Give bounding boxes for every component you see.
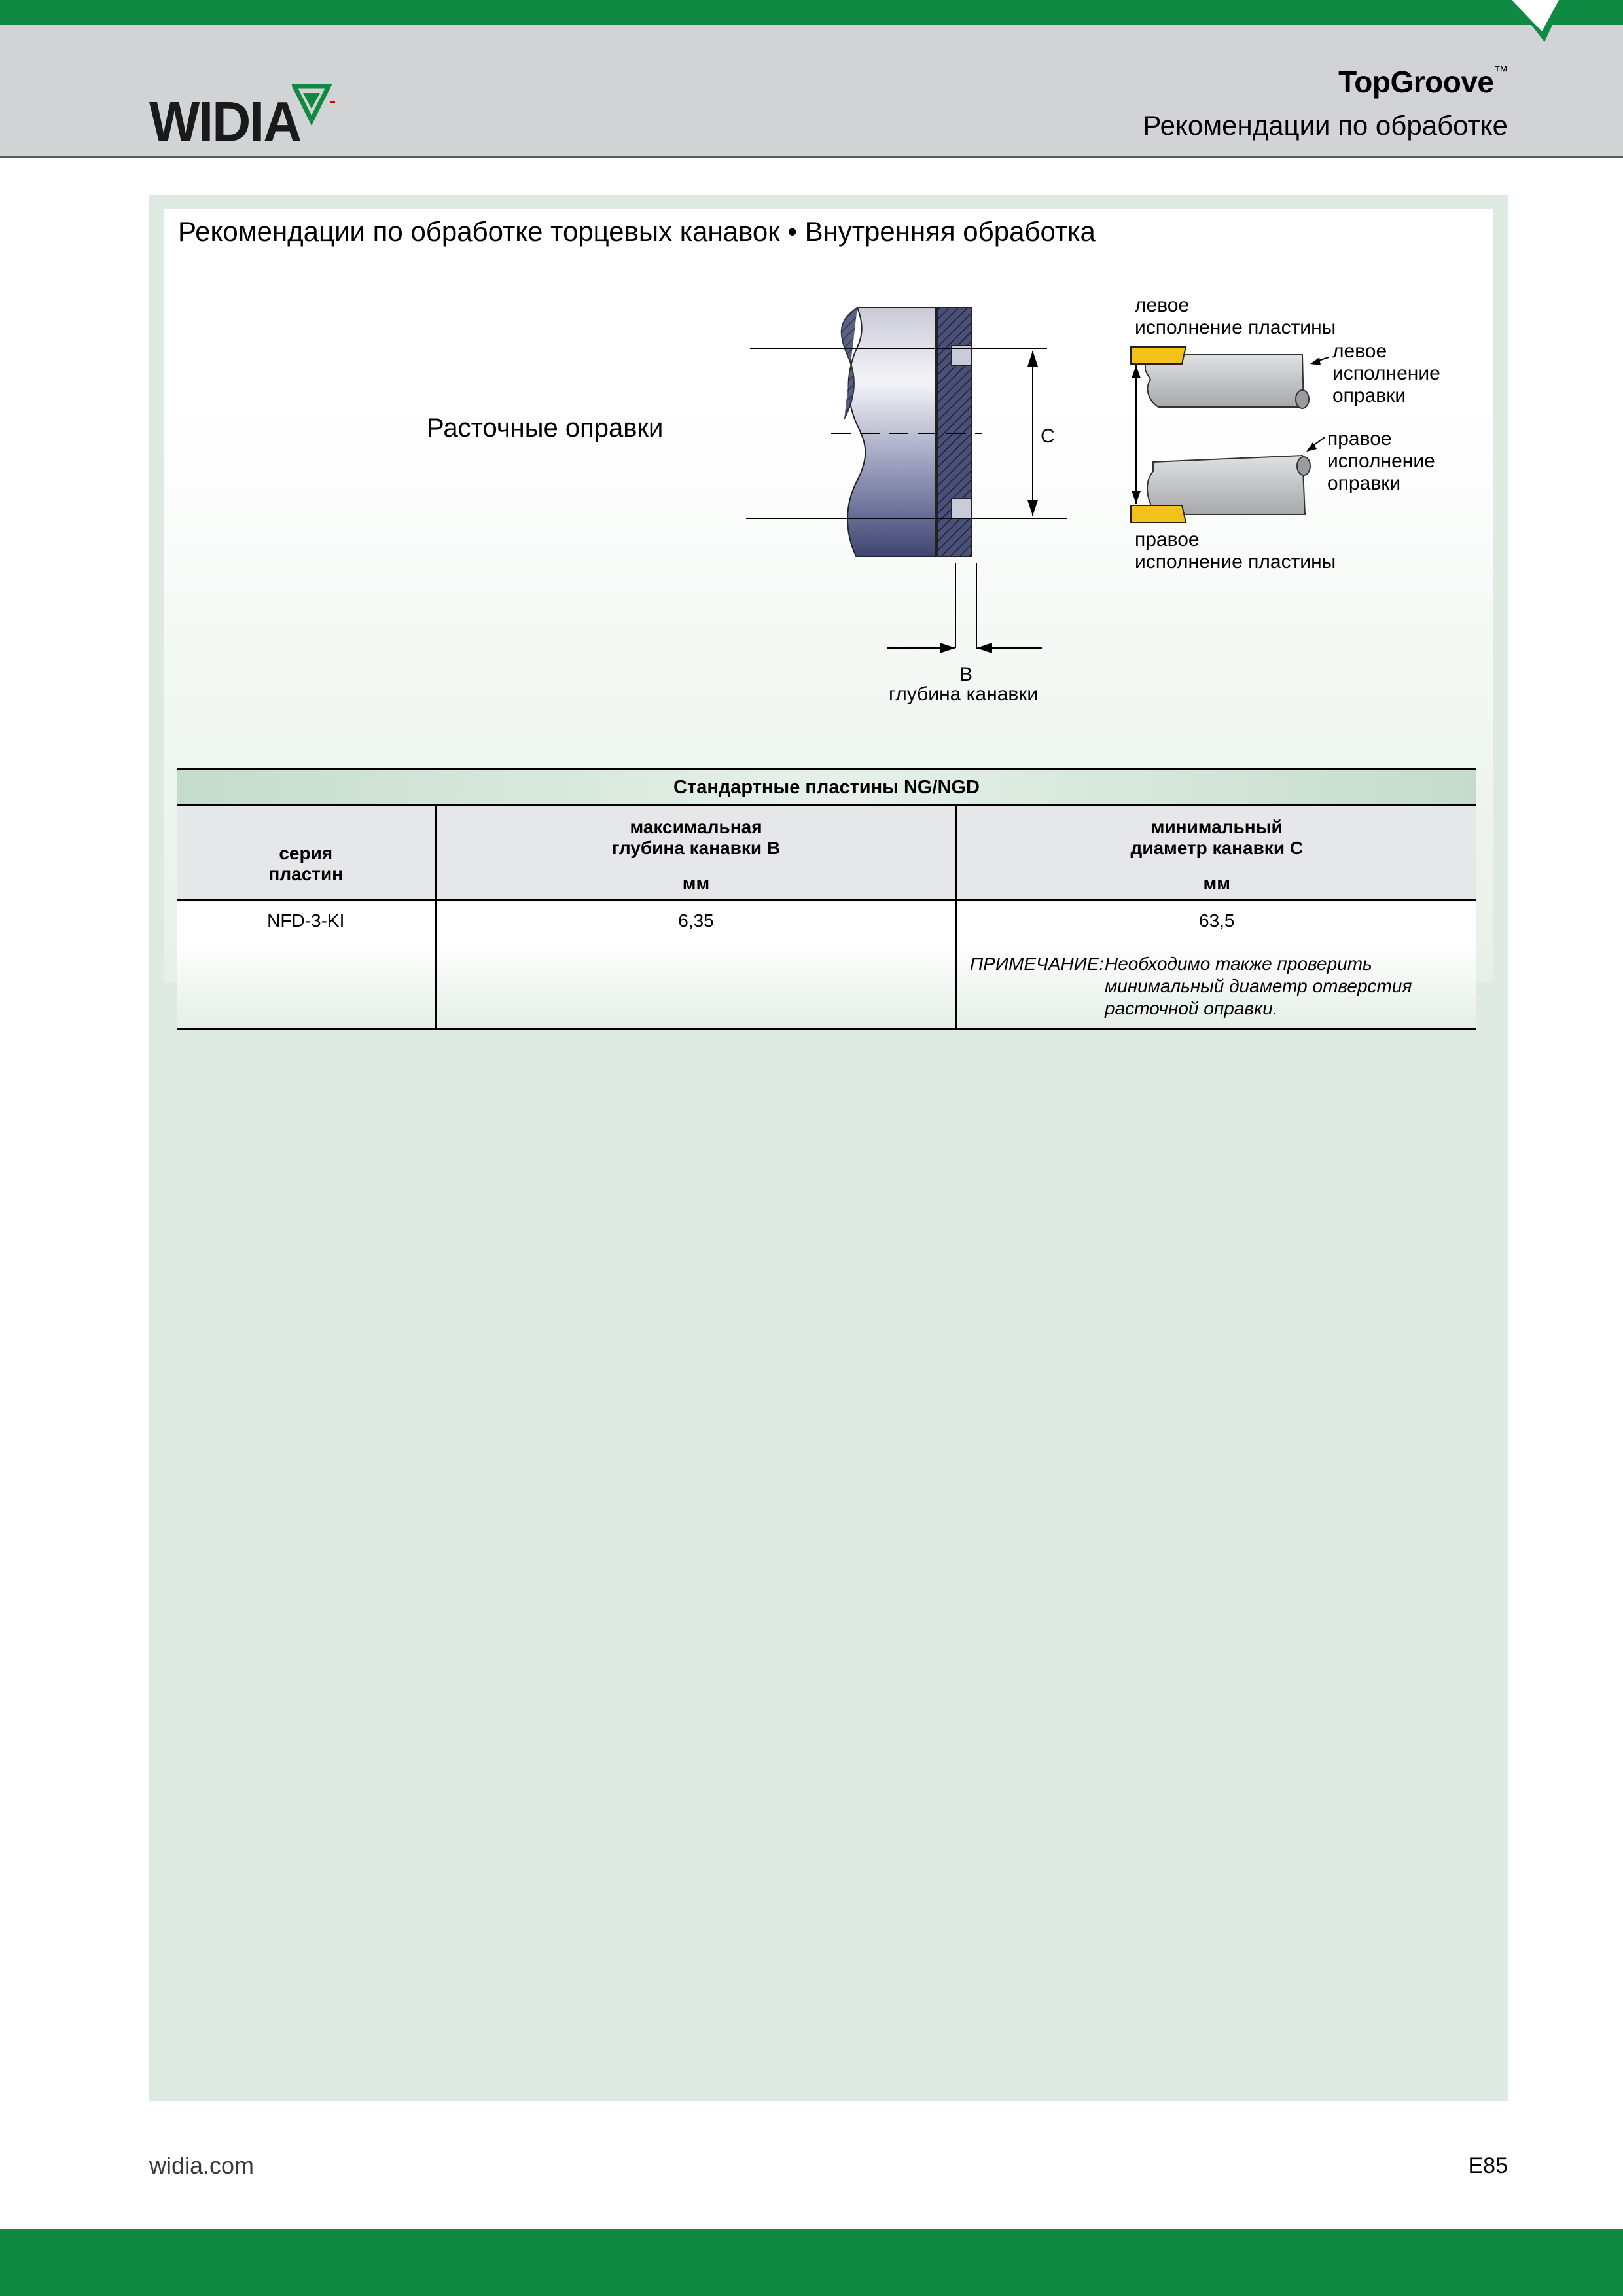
label-left-holder-2: исполнение bbox=[1332, 363, 1440, 384]
label-right-insert-2: исполнение пластины bbox=[1135, 551, 1336, 573]
label-groove-depth: глубина канавки bbox=[889, 683, 1039, 705]
boring-bar-diagram bbox=[740, 295, 1472, 720]
label-left-insert-1: левое bbox=[1135, 295, 1190, 316]
page-header bbox=[0, 25, 1623, 158]
bottom-green-bar bbox=[0, 2229, 1623, 2296]
header-subtitle: Рекомендации по обработке bbox=[1143, 110, 1508, 141]
cell-depth: 6,35 bbox=[436, 901, 956, 1029]
label-left-holder-3: оправки bbox=[1332, 385, 1406, 406]
logo-triangle-icon bbox=[292, 84, 338, 126]
col-header-depth: максимальная глубина канавки B мм bbox=[436, 806, 956, 901]
diagram-caption: Расточные оправки bbox=[427, 414, 664, 442]
cell-diameter: 63,5 bbox=[956, 901, 1476, 1029]
label-right-insert-1: правое bbox=[1135, 529, 1200, 550]
table-caption: Стандартные пластины NG/NGD bbox=[177, 770, 1476, 806]
note-label: ПРИМЕЧАНИЕ: bbox=[970, 954, 1105, 974]
label-left-holder-1: левое bbox=[1332, 340, 1387, 362]
section-title: Рекомендации по обработке торцевых канавок • Внутренняя обработка bbox=[178, 216, 1096, 247]
page-number: E85 bbox=[1468, 2153, 1508, 2178]
corner-tab-icon bbox=[1505, 0, 1571, 52]
label-right-holder-2: исполнение bbox=[1327, 450, 1435, 472]
label-c: C bbox=[1041, 425, 1055, 447]
top-green-bar bbox=[0, 0, 1623, 25]
widia-logo bbox=[149, 79, 346, 157]
label-b: B bbox=[959, 664, 973, 685]
cell-series: NFD-3-KI bbox=[177, 901, 436, 1029]
brand-title: TopGroove™ bbox=[1338, 63, 1508, 99]
logo-text: WIDIA bbox=[149, 90, 301, 154]
footer-website: widia.com bbox=[149, 2152, 255, 2179]
label-left-insert-2: исполнение пластины bbox=[1135, 317, 1336, 338]
col-header-series: серия пластин bbox=[177, 806, 436, 901]
label-right-holder-1: правое bbox=[1327, 428, 1392, 450]
label-right-holder-3: оправки bbox=[1327, 473, 1401, 494]
col-header-diameter: минимальный диаметр канавки C мм bbox=[956, 806, 1476, 901]
note-text: Необходимо также проверить минимальный диаметр отверстия расточной оправки. bbox=[1105, 954, 1412, 1018]
